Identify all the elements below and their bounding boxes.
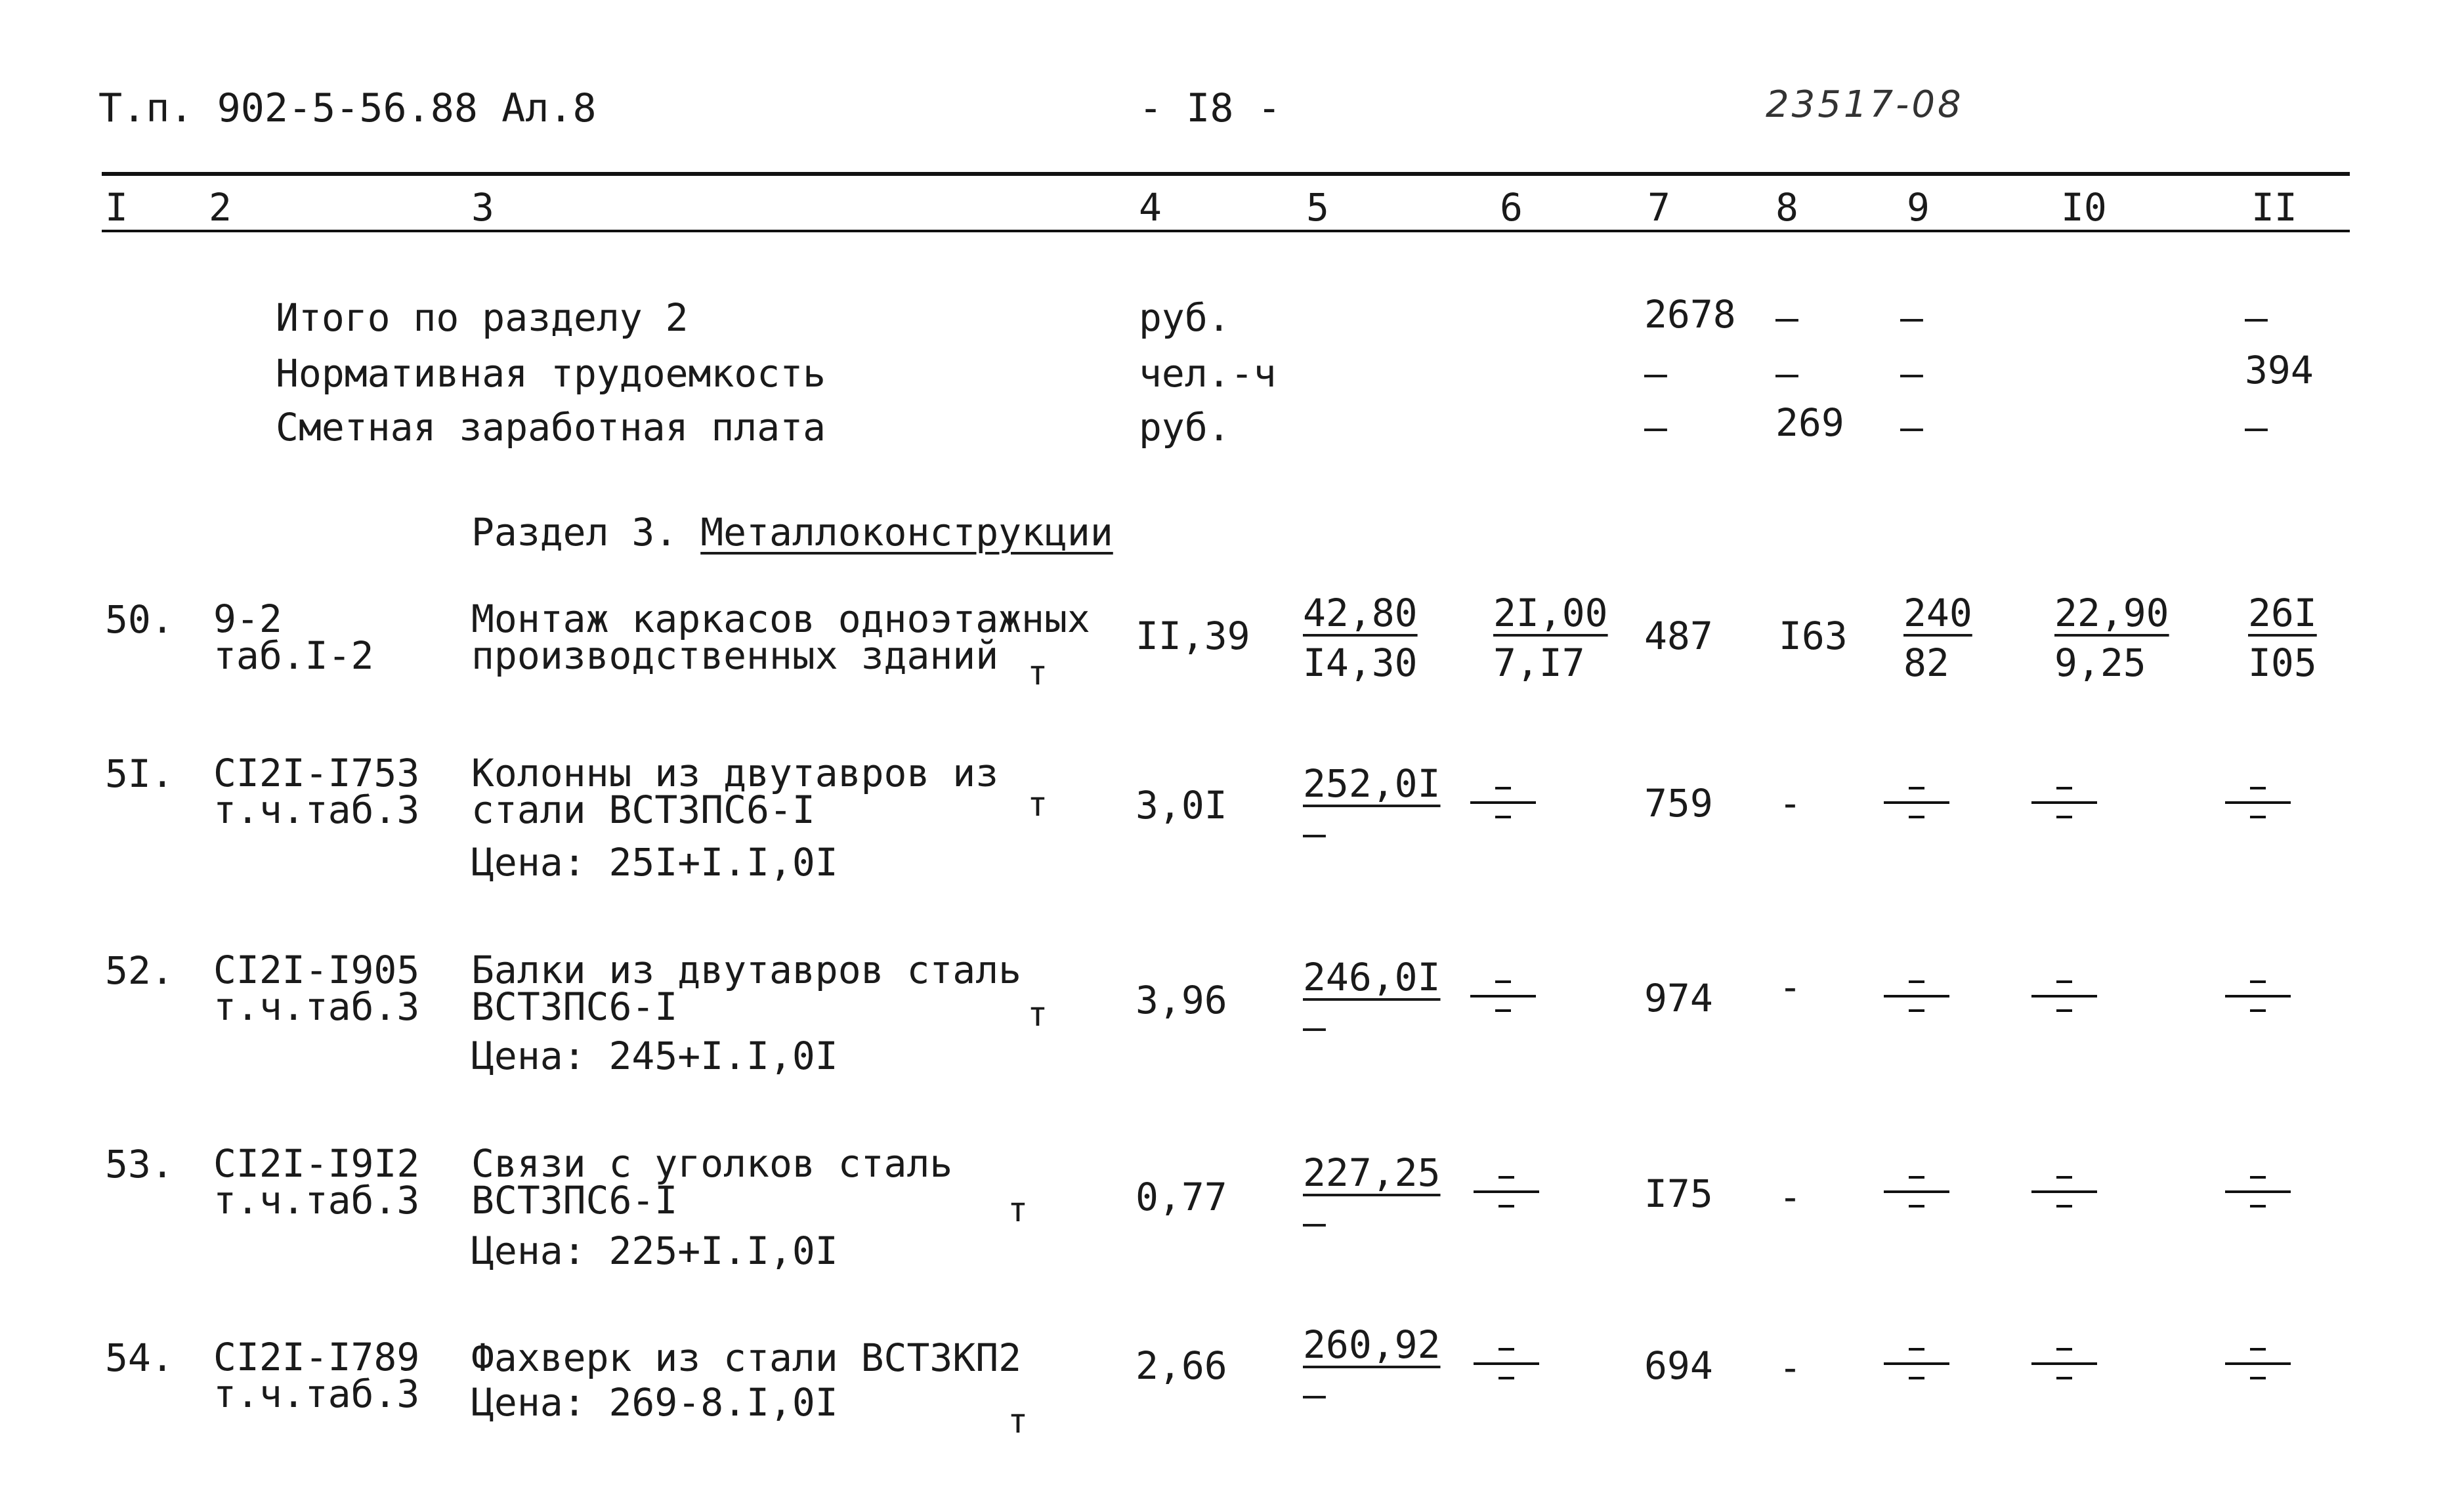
document-code: Т.п. 902-5-56.88 Ал.8	[98, 85, 597, 131]
empty-fraction-col11	[2225, 778, 2291, 830]
quantity: 2,66	[1136, 1343, 1227, 1388]
wages-col11: –	[2245, 405, 2268, 450]
price-formula: Цена: 25I+I.I,0I	[471, 840, 838, 885]
quantity: 3,96	[1136, 978, 1227, 1022]
col7-value: 694	[1644, 1343, 1713, 1388]
quantity: II,39	[1136, 614, 1250, 658]
column-number-1: I	[105, 185, 128, 230]
col7-value: 974	[1644, 976, 1713, 1020]
price-formula: Цена: 225+I.I,0I	[471, 1228, 838, 1273]
total-col11: –	[2245, 295, 2268, 340]
col8-value: -	[1779, 965, 1802, 1009]
empty-fraction-col10	[2031, 971, 2097, 1024]
col6-fraction: $\frac{2I,00}{7,I7}$	[1493, 591, 1608, 685]
unit-of-measure: т	[1027, 995, 1048, 1034]
total-col9: –	[1900, 295, 1923, 340]
column-number-11: II	[2251, 185, 2297, 230]
pricing-code: CI2I-I905 т.ч.таб.3	[213, 948, 420, 1029]
empty-fraction-col9	[1884, 1339, 1949, 1391]
work-description: Фахверк из стали ВСТ3КП2	[471, 1335, 1022, 1380]
empty-fraction-col6	[1474, 1339, 1539, 1391]
col10-fraction: $\frac{22,90}{9,25}$	[2054, 591, 2169, 685]
total-unit: руб.	[1139, 295, 1231, 340]
unit-of-measure: т	[1008, 1402, 1029, 1441]
pricing-code: 9-2 таб.I-2	[213, 597, 374, 678]
total-col7: 2678	[1644, 292, 1736, 337]
empty-fraction-col9	[1884, 971, 1949, 1024]
pricing-code: CI2I-I753 т.ч.таб.3	[213, 751, 420, 832]
col7-value: 487	[1644, 614, 1713, 658]
pricing-code: CI2I-I789 т.ч.таб.3	[213, 1335, 420, 1416]
labor-intensity-col8: –	[1775, 351, 1798, 396]
unit-cost-fraction: 260,92 –	[1303, 1322, 1441, 1417]
column-number-10: I0	[2061, 185, 2107, 230]
row-number: 52.	[105, 948, 174, 993]
work-description: Колонны из двутавров из стали ВСТ3ПС6-I	[471, 751, 999, 832]
wages-label: Сметная заработная плата	[276, 405, 826, 450]
labor-intensity-col9: –	[1900, 351, 1923, 396]
empty-fraction-col6	[1470, 971, 1536, 1024]
quantity: 3,0I	[1136, 783, 1227, 828]
handwritten-stamp-number: 23517-08	[1766, 83, 1964, 126]
col8-value: -	[1779, 781, 1802, 826]
col8-value: -	[1779, 1175, 1802, 1219]
row-number: 50.	[105, 597, 174, 642]
row-number: 54.	[105, 1335, 174, 1380]
quantity: 0,77	[1136, 1175, 1227, 1219]
page-number: - I8 -	[1139, 85, 1281, 131]
unit-of-measure: т	[1027, 785, 1048, 824]
table-top-rule	[102, 172, 2350, 176]
column-number-5: 5	[1306, 185, 1329, 230]
table-header-bottom-rule	[102, 230, 2350, 232]
col7-value: I75	[1644, 1171, 1713, 1216]
empty-fraction-col10	[2031, 1167, 2097, 1219]
section-heading	[471, 510, 1113, 555]
empty-fraction-col11	[2225, 971, 2291, 1024]
labor-intensity-label: Нормативная трудоемкость	[276, 351, 826, 396]
column-number-2: 2	[209, 185, 232, 230]
empty-fraction-col11	[2225, 1339, 2291, 1391]
column-number-8: 8	[1775, 185, 1798, 230]
unit-cost-fraction: 246,0I –	[1303, 955, 1441, 1049]
work-description: Связи с уголков сталь ВСТ3ПС6-I	[471, 1141, 953, 1223]
price-formula: Цена: 245+I.I,0I	[471, 1034, 838, 1078]
col11-fraction: $\frac{26I}{I05}$	[2248, 591, 2317, 685]
column-number-6: 6	[1500, 185, 1523, 230]
row-number: 53.	[105, 1142, 174, 1186]
labor-intensity-col11: 394	[2245, 348, 2314, 392]
wages-col8: 269	[1775, 400, 1844, 445]
price-formula: Цена: 269-8.I,0I	[471, 1380, 838, 1425]
work-description: Монтаж каркасов одноэтажных производственных зданий	[471, 597, 1090, 678]
labor-intensity-unit: чел.-ч	[1139, 351, 1277, 396]
wages-col7: –	[1644, 405, 1667, 450]
unit-cost-fraction: $\frac{42,80}{I4,30}$	[1303, 591, 1418, 685]
wages-col9: –	[1900, 405, 1923, 450]
row-number: 5I.	[105, 751, 174, 796]
empty-fraction-col6	[1470, 778, 1536, 830]
col8-value: -	[1779, 1345, 1802, 1390]
empty-fraction-col11	[2225, 1167, 2291, 1219]
column-number-9: 9	[1907, 185, 1930, 230]
work-description: Балки из двутавров сталь ВСТ3ПС6-I	[471, 948, 1022, 1029]
column-number-4: 4	[1139, 185, 1162, 230]
unit-of-measure: т	[1027, 654, 1048, 693]
empty-fraction-col10	[2031, 1339, 2097, 1391]
total-label: Итого по разделу 2	[276, 295, 689, 340]
column-number-7: 7	[1647, 185, 1670, 230]
unit-of-measure: т	[1008, 1190, 1029, 1230]
col9-fraction: $\frac{240}{82}$	[1903, 591, 1972, 685]
section-title: Металлоконструкции	[700, 510, 1113, 555]
wages-unit: руб.	[1139, 405, 1231, 450]
empty-fraction-col10	[2031, 778, 2097, 830]
empty-fraction-col9	[1884, 778, 1949, 830]
empty-fraction-col9	[1884, 1167, 1949, 1219]
column-number-3: 3	[471, 185, 494, 230]
total-col8: –	[1775, 295, 1798, 340]
col8-value: I63	[1779, 614, 1848, 658]
labor-intensity-col7: –	[1644, 351, 1667, 396]
empty-fraction-col6	[1474, 1167, 1539, 1219]
unit-cost-fraction: 227,25 –	[1303, 1150, 1441, 1245]
unit-cost-fraction: 252,0I –	[1303, 761, 1441, 856]
pricing-code: CI2I-I9I2 т.ч.таб.3	[213, 1141, 420, 1223]
section-prefix: Раздел 3.	[471, 510, 678, 555]
col7-value: 759	[1644, 781, 1713, 826]
